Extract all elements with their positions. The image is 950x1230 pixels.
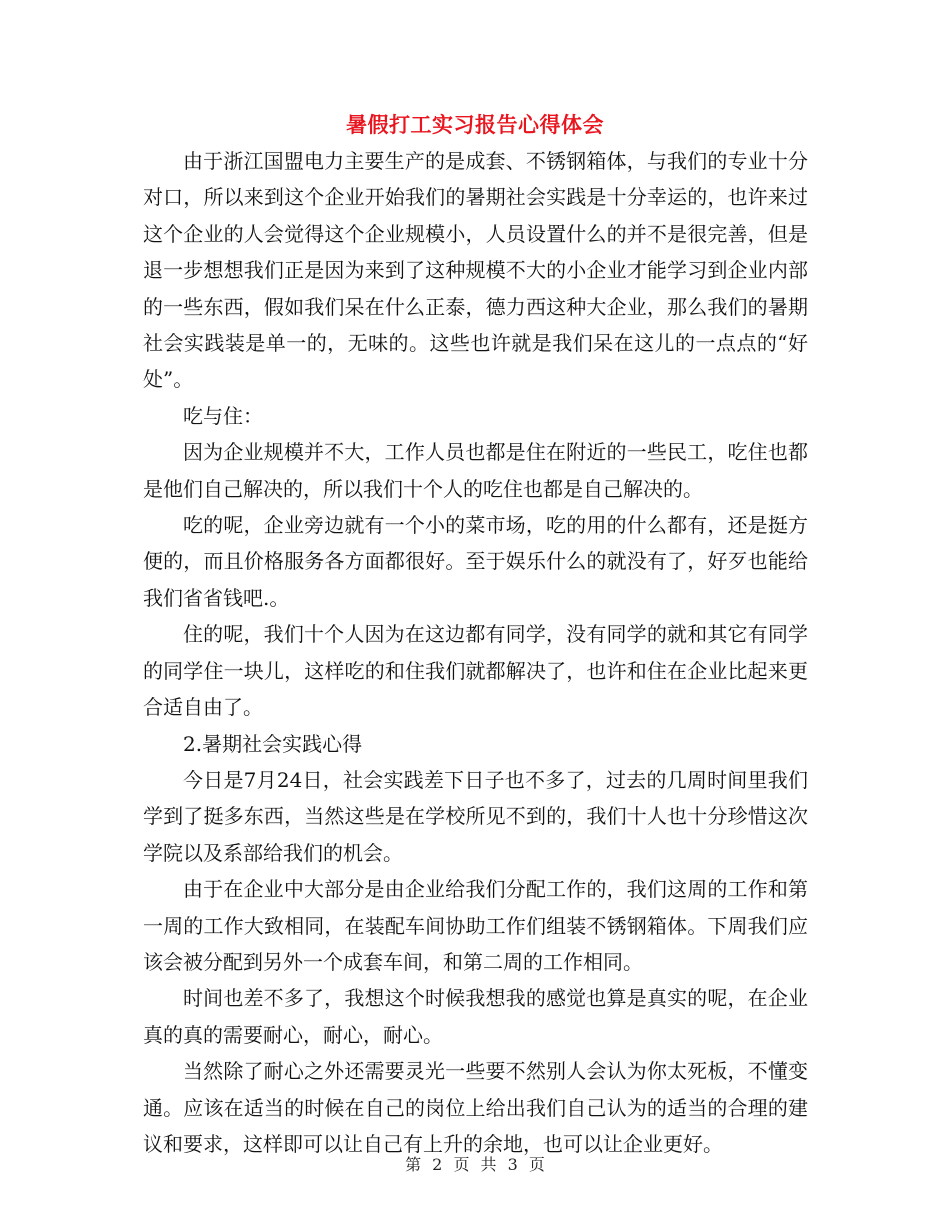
paragraph: 由于在企业中大部分是由企业给我们分配工作的，我们这周的工作和第一周的工作大致相同，在装配车间协助工作们组装不锈钢箱体。下周我们应该会被分配到另外一个成套车间，和第二周的工作相同。 — [143, 877, 808, 974]
page-number-footer: 第 2 页 共 3 页 — [405, 1155, 545, 1174]
paragraph: 当然除了耐心之外还需要灵光一些要不然别人会认为你太死板，不懂变通。应该在适当的时候在自己的岗位上给出我们自己认为的适当的合理的建议和要求，这样即可以让自己有上升的余地，也可以让企业更好。 — [143, 1059, 808, 1156]
section-heading-food-lodging: 吃与住： — [183, 403, 263, 428]
paragraph: 因为企业规模并不大，工作人员也都是住在附近的一些民工，吃住也都是他们自己解决的，所以我们十个人的吃住也都是自己解决的。 — [143, 440, 808, 501]
section-heading-practice-notes: 2.暑期社会实践心得 — [183, 731, 363, 756]
document-body — [143, 143, 808, 1162]
paragraph: 时间也差不多了，我想这个时候我想我的感觉也算是真实的呢，在企业真的真的需要耐心，耐心，耐心。 — [143, 986, 808, 1047]
paragraph: 住的呢，我们十个人因为在这边都有同学，没有同学的就和其它有同学的同学住一块儿，这样吃的和住我们就都解决了，也许和住在企业比起来更合适自由了。 — [143, 622, 808, 720]
paragraph: 吃的呢，企业旁边就有一个小的菜市场，吃的用的什么都有，还是挺方便的，而且价格服务各方面都很好。至于娱乐什么的就没有了，好歹也能给我们省省钱吧.。 — [143, 513, 808, 610]
paragraph: 由于浙江国盟电力主要生产的是成套、不锈钢箱体，与我们的专业十分对口，所以来到这个企业开始我们的暑期社会实践是十分幸运的，也许来过这个企业的人会觉得这个企业规模小，人员设置什么的并不是很完善，但是退一步想想我们正是因为来到了这种规模不大的小企业才能学习到企业内部的一些东西，假如我们呆在什么正泰，德力西这种大企业，那么我们的暑期社会实践装是单一的，无味的。这些也许就是我们呆在这儿的一点点的“好处”。 — [143, 149, 808, 392]
paragraph: 今日是7月24日，社会实践差下日子也不多了，过去的几周时间里我们学到了挺多东西，当然这些是在学校所见不到的，我们十人也十分珍惜这次学院以及系部给我们的机会。 — [143, 767, 808, 865]
document-title: 暑假打工实习报告心得体会 — [346, 112, 604, 137]
